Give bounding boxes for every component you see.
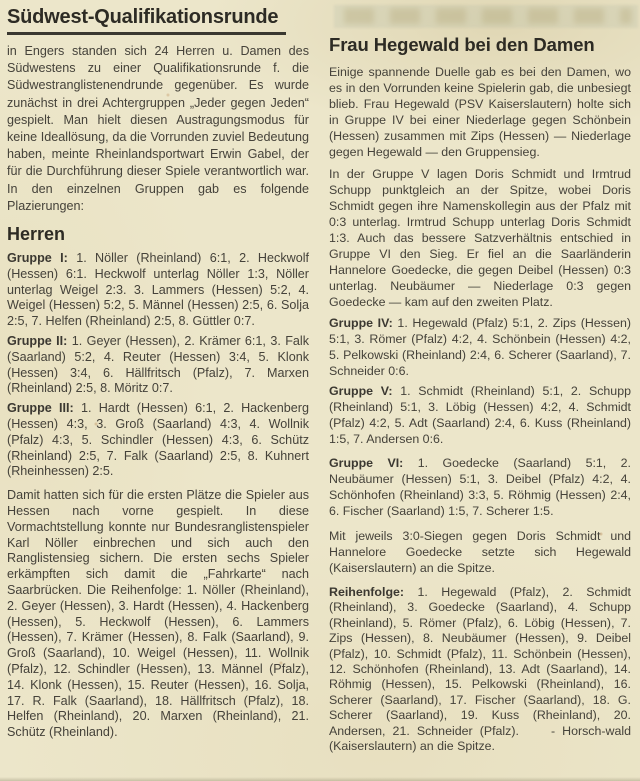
right-column (329, 5, 631, 754)
damen-paragraph-2: In der Gruppe V lagen Doris Schmidt und Irmtrud Schupp punktgleich an der Spitze, wobei Doris Schmidt gegen ihre Namenskollegin aus der Pfalz mit 0:3 unterlag. Irmtrud Schupp unterlag Doris Schmidt 1:3. Auch das bessere Satzverhältnis entschied in Gruppe VI den Sieg. Er fiel an die Saarländerin Hannelore Goedecke, die gegen Deibel (Hessen) 0:3 unterlag. Neubäumer — Niederlage 0:3 gegen Goedecke — kam auf den zweiten Platz. (329, 167, 631, 309)
group-3-text: 1. Hardt (Hessen) 6:1, 2. Hackenberg (Hessen) 4:3, 3. Groß (Saarland) 4:3, 4. Wollnik (Pfalz) 4:3, 5. Schindler (Hessen) 4:3, 6. Schütz (Rheinland) 2:5, 7. Falk (Saarland) 2:5, 8. Kuhnert (Rheinhessen) 2:5. (7, 401, 309, 479)
damen-paragraph-1: Einige spannende Duelle gab es bei den Damen, wo es in den Vorrunden keine Spielerin gab, die unbesiegt blieb. Frau Hegewald (PSV Kaiserslautern) holte sich in Gruppe IV bei einer Niederlage gegen Schönbein (Hessen) zusammen mit Zips (Hessen) — Niederlage gegen Hegewald — den Gruppensieg. (329, 65, 631, 159)
ranking-trailing-fragment: - Horsch-wald (Kaiserslautern) an die Spitze. (329, 723, 631, 754)
group-5-paragraph (329, 383, 631, 447)
ranking-label: Reihenfolge: (329, 585, 405, 599)
damen-ranking-paragraph (329, 585, 631, 754)
group-3-label: Gruppe III: (7, 401, 74, 416)
group-2-text: 1. Geyer (Hessen), 2. Krämer 6:1, 3. Falk (Saarland) 5:2, 4. Reuter (Hessen) 3:4, 5. Klonk (Hessen) 3:4, 6. Hällfritsch (Pfalz), 7. Marxen (Rheinland) 2:5, 8. Möritz 0:7. (7, 334, 310, 396)
right-article-headline: Frau Hegewald bei den Damen (329, 34, 595, 55)
group-6-paragraph (329, 455, 631, 519)
group-2-paragraph (7, 334, 309, 397)
group-4-label: Gruppe IV: (329, 316, 393, 330)
group-1-paragraph (7, 251, 309, 330)
group-4-text: 1. Hegewald (Pfalz) 5:1, 2. Zips (Hessen) 5:1, 3. Römer (Pfalz) 4:2, 4. Schönbein (Hessen) 4:2, 5. Pelkowski (Rheinland) 2:4, 6. Scherer (Saarland), 7. Schneider 0:6. (329, 316, 631, 378)
left-column (7, 5, 309, 754)
herren-summary-paragraph: Damit hatten sich für die ersten Plätze die Spieler aus Hessen nach vorne gespielt. In diese Vormachtstellung konnte nur Bundesranglistenspieler Karl Nöller einbrechen und sich auch den Ranglistensieg sichern. Die ersten sechs Spieler erkämpften sich damit die „Fahrkarte“ nach Saarbrücken. Die Reihenfolge: 1. Nöller (Rheinland), 2. Geyer (Hessen), 3. Hardt (Hessen), 4. Hackenberg (Hessen), 5. Heckwolf (Hessen), 6. Lammers (Hessen), 7. Krämer (Hessen), 8. Falk (Saarland), 9. Groß (Saarland), 10. Weigel (Hessen), 11. Wollnik (Pfalz), 12. Schindler (Hessen), 13. Männel (Pfalz), 14. Klonk (Hessen), 15. Reuter (Hessen), 16. Solja, 17. R. Falk (Saarland), 18. Hällfritsch (Pfalz), 18. Helfen (Rheinland), 20. Marxen (Rheinland), 21. Schütz (Rheinland). (7, 488, 309, 740)
group-2-label: Gruppe II: (7, 334, 68, 349)
group-4-paragraph (329, 315, 631, 379)
group-6-label: Gruppe VI: (329, 456, 404, 470)
herren-section-heading: Herren (7, 224, 66, 245)
left-article-headline: Südwest-Qualifikationsrunde (7, 6, 286, 35)
group-3-paragraph (7, 401, 309, 480)
group-5-text: 1. Schmidt (Rheinland) 5:1, 2. Schupp (Rheinland) 5:1, 3. Löbig (Hessen) 4:2, 4. Schmidt (Pfalz) 4:2, 5. Adt (Saarland) 2:4, 6. Kuss (Rheinland) 1:5, 7. Andersen 0:6. (329, 384, 631, 446)
group-1-text: 1. Nöller (Rheinland) 6:1, 2. Heckwolf (Hessen) 6:1. Heckwolf unterlag Nöller 1:3, Nöller unterlag Weigel 2:3. 3. Lammers (Hessen) 5:2, 4. Weigel (Hessen) 5:2, 5. Männel (Hessen) 2:5, 6. Solja 2:5, 7. Helfen (Rheinland) 2:5, 8. Güttler 0:7. (7, 251, 310, 329)
group-6-text: 1. Goedecke (Saarland) 5:1, 2. Neubäumer (Hessen) 5:1, 3. Deibel (Pfalz) 4:2, 4. Schönhofen (Rheinland) 3:3, 5. Röhmig (Hessen) 2:4, 6. Fischer (Saarland) 1:5, 7. Scherer 1:5. (329, 456, 631, 518)
intro-paragraph: in Engers standen sich 24 Herren u. Damen des Südwestens zu einer Qualifikationsrunde f. die Südwestranglistenendrunde gegenüber. Es wurde zunächst in drei Achtergruppen „Jeder gegen Jeden“ gespielt. Man hielt diesen Austragungsmodus für keine Ideallösung, da die Vorrunden zuviel Bedeutung haben, meinte Rheinlandsportwart Erwin Gabel, der für die Durchführung dieser Spiele verantwortlich war. In den einzelnen Gruppen gab es folgende Plazierungen: (7, 44, 309, 213)
group-1-label: Gruppe I: (7, 251, 68, 266)
ranking-text: 1. Hegewald (Pfalz), 2. Schmidt (Rheinland), 3. Goedecke (Saarland), 4. Schupp (Rheinland), 5. Römer (Pfalz), 6. Löbig (Hessen), 7. Zips (Hessen), 8. Neubäumer (Hessen), 9. Deibel (Pfalz), 10. Schmidt (Pfalz), 11. Schönbein (Hessen), 12. Schönhofen (Rheinland), 13. Adt (Saarland), 14. Röhmig (Hessen), 15. Pelkowski (Rheinland), 16. Scherer (Saarland), 17. Fischer (Saarland), 18. G. Scherer (Saarland), 19. Kuss (Rheinland), 20. Andersen, 21. Schneider (Pfalz). (329, 585, 631, 738)
group-5-label: Gruppe V: (329, 384, 393, 398)
damen-closing-paragraph: Mit jeweils 3:0-Siegen gegen Doris Schmidt und Hannelore Goedecke setzte sich Hegewald (Kaiserslautern) an die Spitze. (329, 529, 631, 575)
